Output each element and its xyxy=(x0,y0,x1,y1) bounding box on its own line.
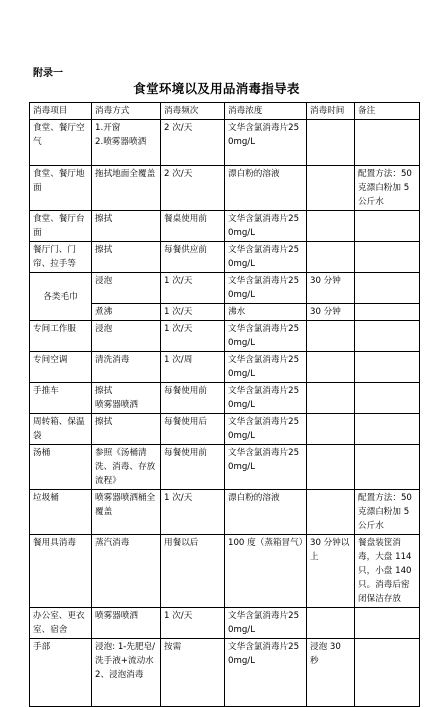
table-cell: 擦拭 xyxy=(92,211,161,242)
header-notes: 备注 xyxy=(355,103,420,120)
table-cell: 办公室、更衣室、宿舍 xyxy=(30,608,92,639)
table-cell: 擦拭 xyxy=(92,242,161,273)
table-cell: 1 次/天 xyxy=(161,490,225,535)
page-title: 食堂环境以及用品消毒指导表 xyxy=(133,81,300,96)
table-cell: 浸泡: 1-先肥皂/洗手液+流动水 2、浸泡消毒 xyxy=(92,639,161,707)
table-cell xyxy=(307,321,355,352)
table-cell: 喷雾器喷洒 xyxy=(92,608,161,639)
table-cell: 每餐供应前 xyxy=(161,242,225,273)
table-cell: 垃圾桶 xyxy=(30,490,92,535)
table-row xyxy=(30,535,420,608)
table-cell: 浸泡 xyxy=(92,321,161,352)
table-cell: 文华含氯消毒片250mg/L xyxy=(225,321,307,352)
table-cell: 蒸汽消毒 xyxy=(92,535,161,608)
table-cell: 浸泡 30 秒 xyxy=(307,639,355,707)
table-cell: 文华含氯消毒片250mg/L xyxy=(225,383,307,414)
table-cell xyxy=(307,414,355,445)
table-cell: 专间工作服 xyxy=(30,321,92,352)
table-row xyxy=(30,211,420,242)
table-cell: 餐盘装筐消毒，大盘 114 只，小盘 140 只。消毒后密闭保洁存放 xyxy=(355,535,420,608)
table-cell: 用餐以后 xyxy=(161,535,225,608)
table-cell xyxy=(307,445,355,490)
table-cell: 文华含氯消毒片250mg/L xyxy=(225,414,307,445)
table-cell xyxy=(355,273,420,304)
table-cell xyxy=(355,304,420,321)
table-cell: 2 次/天 xyxy=(161,120,225,166)
header-frequency: 消毒频次 xyxy=(161,103,225,120)
table-cell: 1 次/周 xyxy=(161,352,225,383)
table-cell: 文华含氯消毒片250mg/L xyxy=(225,211,307,242)
table-cell xyxy=(307,242,355,273)
table-row xyxy=(30,608,420,639)
table-cell xyxy=(307,490,355,535)
header-method: 消毒方式 xyxy=(92,103,161,120)
table-row xyxy=(30,242,420,273)
table-cell: 按需 xyxy=(161,639,225,707)
table-row xyxy=(30,414,420,445)
table-cell: 30 分钟 xyxy=(307,304,355,321)
table-cell: 食堂、餐厅台面 xyxy=(30,211,92,242)
table-cell: 每餐使用后 xyxy=(161,414,225,445)
header-duration: 消毒时间 xyxy=(307,103,355,120)
table-cell xyxy=(355,445,420,490)
table-cell xyxy=(355,242,420,273)
table-cell: 专间空调 xyxy=(30,352,92,383)
table-cell xyxy=(355,414,420,445)
table-row xyxy=(30,273,420,304)
table-cell: 2 次/天 xyxy=(161,166,225,211)
header-item: 消毒项目 xyxy=(30,103,92,120)
table-row xyxy=(30,120,420,166)
table-cell xyxy=(355,321,420,352)
table-cell xyxy=(355,383,420,414)
table-cell xyxy=(355,120,420,166)
table-row xyxy=(30,639,420,707)
table-cell: 沸水 xyxy=(225,304,307,321)
table-cell xyxy=(307,352,355,383)
table-cell xyxy=(307,608,355,639)
table-cell xyxy=(307,211,355,242)
table-cell: 煮沸 xyxy=(92,304,161,321)
header-concentration: 消毒浓度 xyxy=(225,103,307,120)
table-cell: 餐厅门、门帘、拉手等 xyxy=(30,242,92,273)
table-cell: 各类毛巾 xyxy=(30,273,92,321)
table-cell: 漂白粉的溶液 xyxy=(225,166,307,211)
table-cell: 文华含氯消毒片250mg/L xyxy=(225,608,307,639)
table-cell xyxy=(307,383,355,414)
table-cell: 文华含氯消毒片250mg/L xyxy=(225,352,307,383)
table-cell: 100 度（蒸箱冒气） xyxy=(225,535,307,608)
table-cell xyxy=(355,211,420,242)
table-cell: 1 次/天 xyxy=(161,321,225,352)
table-cell: 文华含氯消毒片250mg/L xyxy=(225,639,307,707)
table-cell: 30 分钟以上 xyxy=(307,535,355,608)
table-row xyxy=(30,321,420,352)
table-cell xyxy=(355,608,420,639)
table-cell: 文华含氯消毒片250mg/L xyxy=(225,445,307,490)
table-cell: 30 分钟 xyxy=(307,273,355,304)
table-cell: 手推车 xyxy=(30,383,92,414)
table-row xyxy=(30,352,420,383)
table-cell: 配置方法：50 克漂白粉加 5 公斤水 xyxy=(355,490,420,535)
table-cell: 每餐使用前 xyxy=(161,445,225,490)
disinfection-guide-table xyxy=(29,102,420,707)
table-cell xyxy=(307,120,355,166)
table-row xyxy=(30,166,420,211)
appendix-label: 附录一 xyxy=(33,68,63,79)
table-cell: 文华含氯消毒片250mg/L xyxy=(225,273,307,304)
table-cell: 喷雾器喷洒桶全覆盖 xyxy=(92,490,161,535)
table-cell: 清洗消毒 xyxy=(92,352,161,383)
table-row xyxy=(30,445,420,490)
table-row xyxy=(30,490,420,535)
table-cell: 拖拭地面全覆盖 xyxy=(92,166,161,211)
table-cell: 食堂、餐厅空气 xyxy=(30,120,92,166)
table-cell: 参照《汤桶清洗、消毒、存放流程》 xyxy=(92,445,161,490)
table-cell: 1 次/天 xyxy=(161,608,225,639)
table-cell: 浸泡 xyxy=(92,273,161,304)
table-cell: 餐桌使用前 xyxy=(161,211,225,242)
table-cell xyxy=(355,352,420,383)
table-cell: 手部 xyxy=(30,639,92,707)
table-cell: 餐用具消毒 xyxy=(30,535,92,608)
table-cell: 食堂、餐厅地面 xyxy=(30,166,92,211)
table-cell xyxy=(307,166,355,211)
table-cell: 漂白粉的溶液 xyxy=(225,490,307,535)
table-cell: 文华含氯消毒片250mg/L xyxy=(225,242,307,273)
table-cell: 周转箱、保温袋 xyxy=(30,414,92,445)
table-cell: 文华含氯消毒片250mg/L xyxy=(225,120,307,166)
table-cell: 配置方法：50 克漂白粉加 5 公斤水 xyxy=(355,166,420,211)
table-row xyxy=(30,383,420,414)
table-cell: 汤桶 xyxy=(30,445,92,490)
table-cell: 擦拭 喷雾器喷洒 xyxy=(92,383,161,414)
table-cell: 1.开窗 2.喷雾器喷洒 xyxy=(92,120,161,166)
table-cell: 1 次/天 xyxy=(161,273,225,304)
table-cell: 擦拭 xyxy=(92,414,161,445)
header-row xyxy=(30,103,420,120)
table-cell xyxy=(355,639,420,707)
table-cell: 每餐使用前 xyxy=(161,383,225,414)
table-cell: 1 次/天 xyxy=(161,304,225,321)
